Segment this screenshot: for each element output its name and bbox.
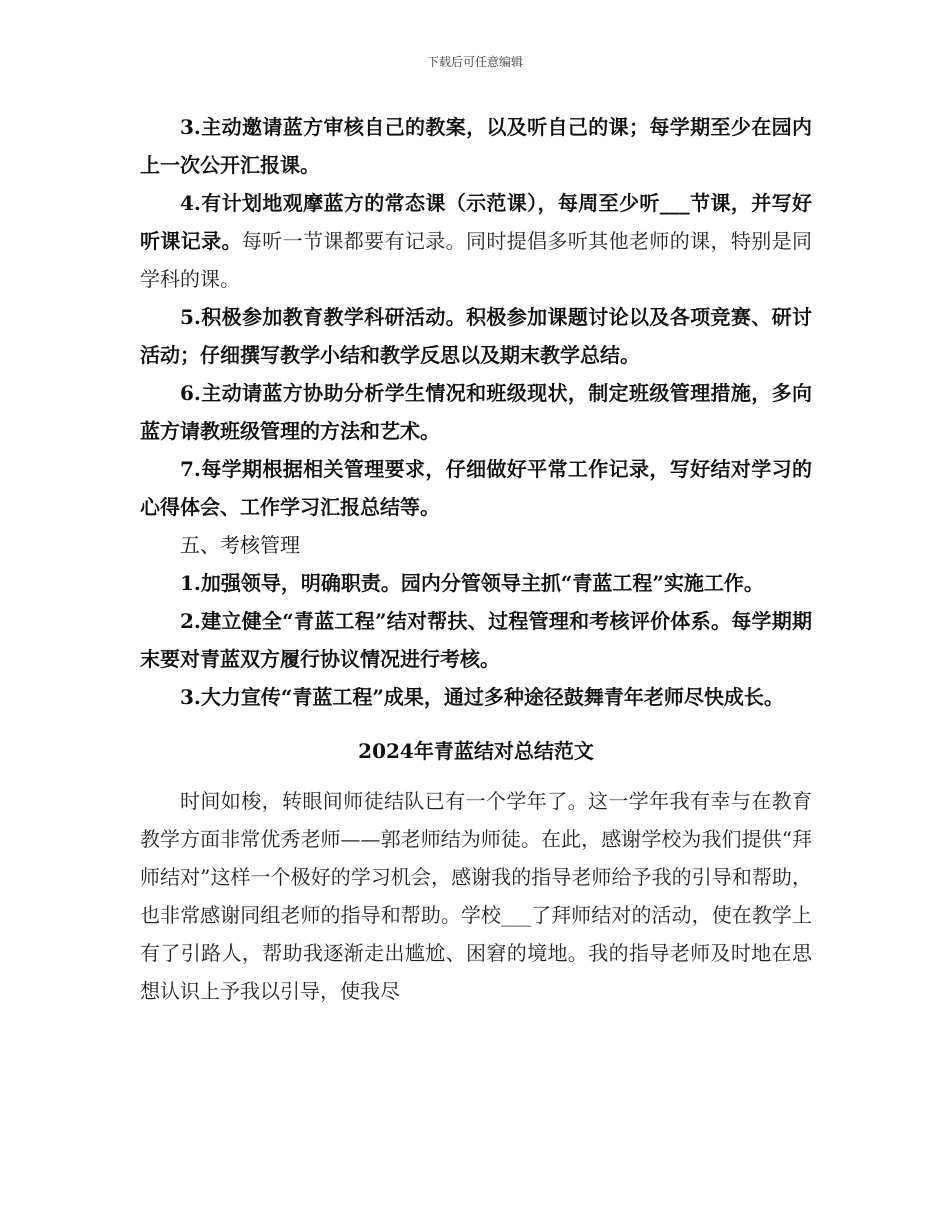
document-body bbox=[140, 108, 812, 1010]
item-6-text: 6.主动请蓝方协助分析学生情况和班级现状，制定班级管理措施，多向蓝方请教班级管理的方法和艺术。 bbox=[140, 381, 812, 443]
page-header: 下载后可任意编辑 bbox=[426, 55, 523, 69]
item-4-text-bold: 4.有计划地观摩蓝方的常态课（示范课），每周至少听___节课，并写好听课记录。 bbox=[140, 191, 812, 253]
paragraph-item-7 bbox=[140, 450, 812, 526]
item-4-text-normal: 每听一节课都要有记录。同时提倡多听其他老师的课，特别是同学科的课。 bbox=[140, 229, 812, 291]
paragraph-item-3 bbox=[140, 108, 812, 184]
essay-paragraph: 时间如梭，转眼间师徒结队已有一个学年了。这一学年我有幸与在教育教学方面非常优秀老师——郭老师结为师徒。在此，感谢学校为我们提供“拜师结对”这样一个极好的学习机会，感谢我的指导老师给予我的引导和帮助，也非常感谢同组老师的指导和帮助。学校___了拜师结对的活动，使在教学上有了引路人，帮助我逐渐走出尴尬、困窘的境地。我的指导老师及时地在思想认识上予我以引导，使我尽 bbox=[140, 789, 812, 1003]
item-5-text: 5.积极参加教育教学科研活动。积极参加课题讨论以及各项竞赛、研讨活动；仔细撰写教学小结和教学反思以及期末教学总结。 bbox=[140, 305, 812, 367]
assessment-item-2: 2.建立健全“青蓝工程”结对帮扶、过程管理和考核评价体系。每学期期末要对青蓝双方履行协议情况进行考核。 bbox=[140, 609, 812, 671]
paragraph-item-5 bbox=[140, 298, 812, 374]
assessment-item-3: 3.大力宣传“青蓝工程”成果，通过多种途径鼓舞青年老师尽快成长。 bbox=[180, 685, 784, 709]
essay-title: 2024年青蓝结对总结范文 bbox=[358, 739, 594, 763]
paragraph-item-6 bbox=[140, 374, 812, 450]
paragraph-item-4 bbox=[140, 184, 812, 298]
section-five-heading: 五、考核管理 bbox=[180, 533, 300, 557]
assessment-item-1: 1.加强领导，明确职责。园内分管领导主抓“青蓝工程”实施工作。 bbox=[180, 571, 764, 595]
item-3-text: 3.主动邀请蓝方审核自己的教案，以及听自己的课；每学期至少在园内上一次公开汇报课。 bbox=[140, 115, 812, 177]
item-7-text: 7.每学期根据相关管理要求，仔细做好平常工作记录，写好结对学习的心得体会、工作学习汇报总结等。 bbox=[140, 457, 812, 519]
